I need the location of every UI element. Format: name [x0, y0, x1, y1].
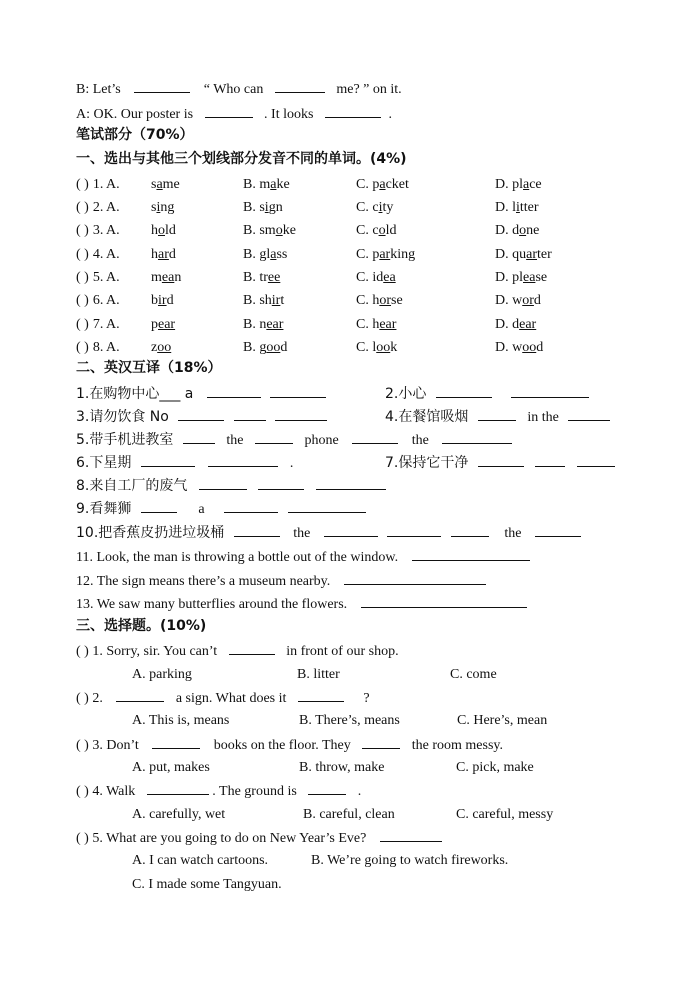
translation-q3 [76, 408, 327, 427]
word-part: t [280, 293, 285, 308]
question-number: 6. A. [92, 293, 120, 308]
answer-blank[interactable] [270, 385, 326, 398]
text: 11. Look, the man is throwing a bottle out of the window. [76, 550, 399, 565]
question-number: 4. A. [92, 247, 120, 262]
underlined-letters: oo [376, 340, 391, 355]
option-a[interactable]: A. This is, means [132, 713, 230, 728]
answer-paren[interactable]: ( ) [76, 831, 89, 846]
text: a [198, 502, 205, 517]
text: 2.小心 [385, 386, 427, 402]
translation-q8 [76, 477, 386, 496]
underlined-letters: o [275, 223, 283, 238]
underlined-letters: i [156, 200, 161, 215]
underlined-letters: ar [379, 247, 391, 262]
answer-blank[interactable] [275, 408, 327, 421]
word-part: h [151, 247, 158, 262]
underlined-letters: i [264, 200, 269, 215]
option-b[interactable] [243, 222, 296, 240]
translation-q6 [76, 454, 293, 473]
phonics-question [76, 292, 120, 310]
text: in the [527, 410, 559, 425]
translation-q4 [385, 408, 610, 427]
answer-blank[interactable] [183, 431, 215, 444]
word-part: D. pl [495, 177, 523, 192]
option-c[interactable] [356, 222, 396, 240]
answer-blank[interactable] [147, 782, 209, 795]
word-part: d [533, 293, 541, 308]
option-d[interactable] [495, 339, 543, 357]
underlined-letters: oo [266, 340, 281, 355]
answer-blank[interactable] [207, 385, 261, 398]
word-part: se [391, 293, 403, 308]
answer-blank[interactable] [234, 524, 280, 537]
answer-blank[interactable] [258, 477, 304, 490]
underlined-letters: o [158, 223, 165, 238]
question-number: 3. A. [92, 223, 120, 238]
option-c[interactable] [356, 316, 396, 334]
word-part: king [390, 247, 416, 262]
word-part: C. l [356, 340, 377, 355]
answer-blank[interactable] [324, 524, 378, 537]
option-a[interactable]: A. carefully, wet [132, 807, 226, 822]
underlined-letters: a [270, 247, 277, 262]
underlined-letters: oo [522, 340, 537, 355]
option-a[interactable]: A. parking [132, 667, 192, 682]
translation-q9 [76, 500, 366, 519]
word-part: B. s [243, 200, 265, 215]
translation-q1 [76, 385, 326, 404]
text: 13. We saw many butterflies around the flowers. [76, 597, 348, 612]
option-b[interactable] [243, 176, 290, 194]
answer-blank[interactable] [275, 80, 325, 93]
answer-paren[interactable]: ( ) [76, 644, 89, 659]
answer-blank[interactable] [141, 500, 177, 513]
answer-blank[interactable] [199, 477, 247, 490]
answer-blank[interactable] [535, 454, 565, 467]
text: the room messy. [411, 738, 504, 753]
text: 8.来自工厂的废气 [76, 478, 188, 494]
word-part: B. n [243, 317, 267, 332]
word-part: d [168, 247, 176, 262]
option-b[interactable] [243, 339, 287, 357]
answer-blank[interactable] [224, 500, 278, 513]
text: 1. Sorry, sir. You can’t [92, 644, 218, 659]
underlined-letters: ea [383, 270, 396, 285]
underlined-letters: ar [158, 247, 169, 262]
underlined-letters: or [379, 293, 392, 308]
underlined-letters: oo [157, 340, 172, 355]
text: 1.在购物中心___ a [76, 386, 194, 402]
text: 10.把香蕉皮扔进垃圾桶 [76, 525, 225, 541]
underlined-letters: ear [266, 317, 284, 332]
text: 7.保持它干净 [385, 455, 469, 471]
word-part: cket [385, 177, 409, 192]
option-d[interactable] [495, 292, 541, 310]
question-number: 5. A. [92, 270, 120, 285]
option-a[interactable] [151, 316, 175, 334]
word-part: d [166, 293, 174, 308]
word-part: ng [160, 200, 175, 215]
word-part: tter [519, 200, 539, 215]
word-part: ty [382, 200, 394, 215]
text: 6.下星期 [76, 455, 132, 471]
word-part: C. id [356, 270, 384, 285]
text: me? ” on it. [336, 82, 402, 97]
text: . It looks [264, 107, 314, 122]
underlined-letters: i [516, 200, 520, 215]
translation-q10 [76, 524, 581, 543]
option-c[interactable] [356, 176, 409, 194]
option-c[interactable]: C. pick, make [456, 760, 534, 775]
text: 3.请勿饮食 No [76, 409, 169, 425]
translation-q11 [76, 548, 530, 567]
word-part: D. qu [495, 247, 527, 262]
underlined-letters: ir [158, 293, 167, 308]
translation-q2 [385, 385, 589, 404]
answer-paren[interactable]: ( ) [76, 293, 89, 308]
word-part: ss [276, 247, 288, 262]
text: . [289, 456, 294, 471]
text: 3. Don’t [92, 738, 139, 753]
answer-blank[interactable] [344, 572, 486, 585]
word-part: B. sh [243, 293, 272, 308]
choice-q3 [76, 736, 503, 755]
answer-blank[interactable] [152, 736, 200, 749]
underlined-letters: a [523, 177, 530, 192]
option-a[interactable] [151, 339, 171, 357]
text: 4. Walk [92, 784, 136, 799]
word-part: B. gl [243, 247, 271, 262]
option-a[interactable] [151, 199, 174, 217]
phonics-question [76, 269, 120, 287]
option-d[interactable] [495, 199, 539, 217]
question-number: 1. A. [92, 177, 120, 192]
phonics-question [76, 316, 120, 334]
option-a[interactable] [151, 246, 176, 264]
text: A: OK. Our poster is [76, 107, 194, 122]
answer-blank[interactable] [352, 431, 398, 444]
answer-blank[interactable] [316, 477, 386, 490]
option-c[interactable]: C. I made some Tangyuan. [132, 877, 282, 892]
word-part: n [174, 270, 182, 285]
answer-blank[interactable] [577, 454, 615, 467]
word-part: D. d [495, 223, 520, 238]
word-part: D. pl [495, 270, 523, 285]
word-part: B. m [243, 177, 271, 192]
answer-blank[interactable] [298, 689, 344, 702]
text: books on the floor. They [213, 738, 351, 753]
answer-paren[interactable]: ( ) [76, 340, 89, 355]
word-part: ce [529, 177, 542, 192]
phonics-question [76, 222, 120, 240]
word-part: D. d [495, 317, 520, 332]
answer-blank[interactable] [178, 408, 224, 421]
answer-blank[interactable] [141, 454, 195, 467]
word-part: ke [282, 223, 296, 238]
text: 5.带手机进教室 [76, 432, 174, 448]
answer-paren[interactable]: ( ) [76, 738, 89, 753]
word-part: gn [268, 200, 283, 215]
underlined-letters: ir [271, 293, 281, 308]
option-c[interactable] [356, 199, 393, 217]
word-part: D. w [495, 293, 523, 308]
option-b[interactable]: B. throw, make [299, 760, 385, 775]
text: . [357, 784, 362, 799]
word-part: b [151, 293, 158, 308]
word-part: p [151, 317, 158, 332]
answer-paren[interactable]: ( ) [76, 317, 89, 332]
word-part: ter [537, 247, 552, 262]
section-2-title: 二、英汉互译（18%） [76, 360, 222, 376]
text: the [293, 526, 311, 541]
word-part: C. p [356, 177, 380, 192]
section-1-title: 一、选出与其他三个划线部分发音不同的单词。(4%) [76, 151, 407, 167]
underlined-letters: ea [161, 270, 175, 285]
question-number: 7. A. [92, 317, 120, 332]
option-b[interactable] [243, 246, 287, 264]
word-part: C. p [356, 247, 380, 262]
underlined-letters: ea [523, 270, 536, 285]
underlined-letters: ee [267, 270, 281, 285]
answer-blank[interactable] [380, 829, 442, 842]
option-b[interactable]: B. careful, clean [303, 807, 395, 822]
dialogue-line-2 [76, 105, 392, 124]
option-a[interactable] [151, 292, 174, 310]
answer-blank[interactable] [116, 689, 164, 702]
option-b[interactable] [243, 269, 280, 287]
answer-blank[interactable] [451, 524, 489, 537]
answer-blank[interactable] [362, 736, 400, 749]
option-a[interactable]: A. put, makes [132, 760, 210, 775]
answer-paren[interactable]: ( ) [76, 691, 89, 706]
answer-blank[interactable] [412, 548, 530, 561]
text: phone [304, 433, 339, 448]
option-b[interactable] [243, 199, 283, 217]
option-a[interactable]: A. I can watch cartoons. [132, 853, 269, 868]
answer-paren[interactable]: ( ) [76, 270, 89, 285]
underlined-letters: i [378, 200, 383, 215]
answer-paren[interactable]: ( ) [76, 784, 89, 799]
text: 12. The sign means there’s a museum nearby. [76, 574, 331, 589]
text: 2. [92, 691, 103, 706]
text: a sign. What does it [175, 691, 287, 706]
text: the [504, 526, 522, 541]
answer-blank[interactable] [535, 524, 581, 537]
answer-paren[interactable]: ( ) [76, 247, 89, 262]
option-b[interactable]: B. litter [297, 667, 340, 682]
underlined-letters: ear [519, 317, 537, 332]
word-part: s [151, 200, 157, 215]
underlined-letters: ear [379, 317, 397, 332]
word-part: C. c [356, 200, 379, 215]
phonics-question [76, 246, 120, 264]
answer-blank[interactable] [568, 408, 610, 421]
underlined-letters: a [379, 177, 386, 192]
text: 4.在餐馆吸烟 [385, 409, 469, 425]
section-3-title: 三、选择题。(10%) [76, 618, 207, 634]
text: “ Who can [203, 82, 264, 97]
word-part: B. g [243, 340, 267, 355]
option-b[interactable] [243, 316, 283, 334]
option-c[interactable] [356, 292, 403, 310]
word-part: k [390, 340, 398, 355]
answer-blank[interactable] [436, 385, 492, 398]
text: the [411, 433, 429, 448]
word-part: m [151, 270, 162, 285]
underlined-letters: o [378, 223, 386, 238]
underlined-letters: a [156, 177, 163, 192]
answer-blank[interactable] [134, 80, 190, 93]
answer-blank[interactable] [208, 454, 278, 467]
option-c[interactable] [356, 246, 415, 264]
word-part: C. c [356, 223, 379, 238]
option-c[interactable]: C. Here’s, mean [457, 713, 548, 728]
underlined-letters: ar [526, 247, 538, 262]
answer-blank[interactable] [288, 500, 366, 513]
word-part: C. h [356, 293, 380, 308]
text: 9.看舞狮 [76, 501, 132, 517]
underlined-letters: or [522, 293, 534, 308]
option-d[interactable] [495, 222, 539, 240]
underlined-letters: ear [158, 317, 176, 332]
option-b[interactable]: B. We’re going to watch fireworks. [311, 853, 509, 868]
answer-blank[interactable] [511, 385, 589, 398]
word-part: s [151, 177, 157, 192]
answer-blank[interactable] [361, 595, 527, 608]
option-b[interactable]: B. There’s, means [299, 713, 400, 728]
word-part: B. tr [243, 270, 268, 285]
choice-q2 [76, 689, 370, 708]
text: . The ground is [212, 784, 297, 799]
word-part: me [162, 177, 180, 192]
answer-blank[interactable] [478, 454, 524, 467]
text: . [388, 107, 392, 122]
answer-blank[interactable] [234, 408, 266, 421]
phonics-question [76, 176, 120, 194]
option-d[interactable] [495, 316, 536, 334]
dialogue-line-1 [76, 80, 402, 99]
choice-q1 [76, 642, 399, 661]
option-d[interactable] [495, 176, 542, 194]
word-part: D. w [495, 340, 523, 355]
option-c[interactable] [356, 269, 396, 287]
option-c[interactable]: C. come [450, 667, 497, 682]
phonics-question [76, 339, 120, 357]
option-b[interactable] [243, 292, 284, 310]
translation-q12 [76, 572, 486, 591]
underlined-letters: a [270, 177, 277, 192]
option-c[interactable] [356, 339, 397, 357]
translation-q7 [385, 454, 615, 473]
word-part: C. h [356, 317, 380, 332]
underlined-letters: o [519, 223, 527, 238]
word-part: z [151, 340, 158, 355]
answer-paren[interactable]: ( ) [76, 200, 89, 215]
answer-blank[interactable] [229, 642, 275, 655]
option-a[interactable] [151, 269, 181, 287]
option-a[interactable] [151, 222, 176, 240]
word-part: se [535, 270, 548, 285]
text: B: Let’s [76, 82, 121, 97]
word-part: ke [276, 177, 290, 192]
answer-blank[interactable] [478, 408, 516, 421]
option-d[interactable] [495, 269, 547, 287]
text: the [226, 433, 244, 448]
question-number: 8. A. [92, 340, 120, 355]
word-part: B. sm [243, 223, 276, 238]
word-part: d [280, 340, 288, 355]
word-part: ld [165, 223, 176, 238]
text: ? [363, 691, 370, 706]
written-part-title: 笔试部分（70%） [76, 127, 194, 143]
phonics-question [76, 199, 120, 217]
text: in front of our shop. [286, 644, 399, 659]
word-part: D. l [495, 200, 516, 215]
answer-blank[interactable] [442, 431, 512, 444]
word-part: d [536, 340, 544, 355]
word-part: h [151, 223, 158, 238]
answer-paren[interactable]: ( ) [76, 177, 89, 192]
answer-blank[interactable] [387, 524, 441, 537]
answer-blank[interactable] [255, 431, 293, 444]
word-part: ne [526, 223, 540, 238]
answer-blank[interactable] [325, 105, 381, 118]
answer-paren[interactable]: ( ) [76, 223, 89, 238]
option-a[interactable] [151, 176, 180, 194]
option-c[interactable]: C. careful, messy [456, 807, 554, 822]
answer-blank[interactable] [308, 782, 346, 795]
question-number: 2. A. [92, 200, 120, 215]
choice-q4 [76, 782, 361, 801]
option-d[interactable] [495, 246, 552, 264]
answer-blank[interactable] [205, 105, 253, 118]
translation-q5 [76, 431, 512, 450]
translation-q13 [76, 595, 527, 614]
choice-q5 [76, 829, 442, 848]
text: 5. What are you going to do on New Year’s Eve? [92, 831, 367, 846]
word-part: ld [385, 223, 397, 238]
